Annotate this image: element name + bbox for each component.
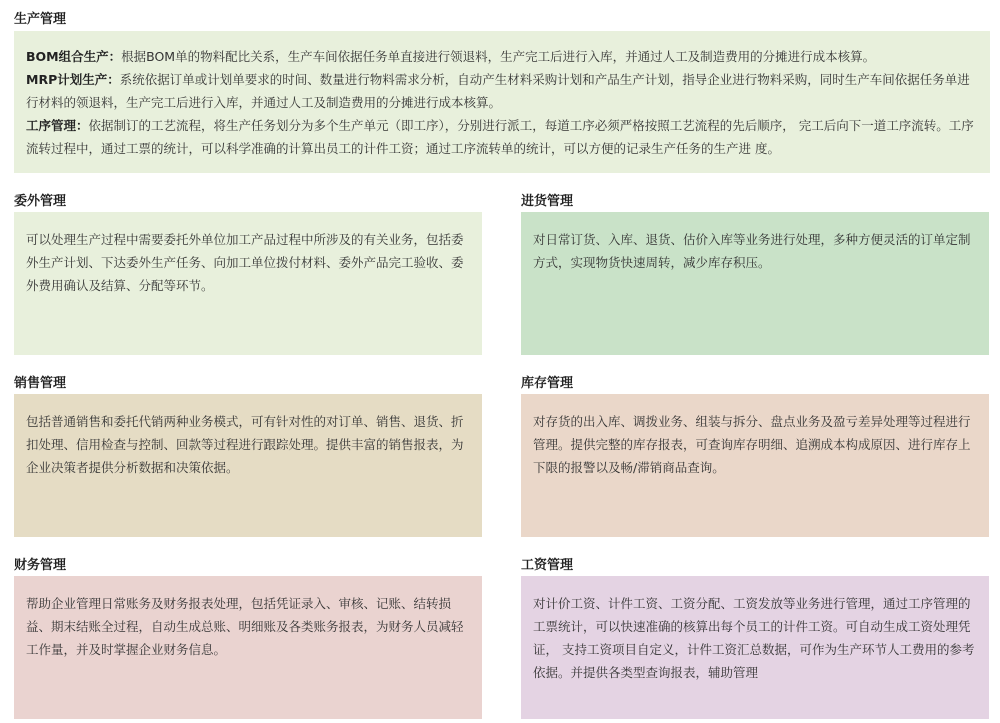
payroll-panel xyxy=(521,576,989,719)
process-text: 依据制订的工艺流程，将生产任务划分为多个生产单元（即工序），分别进行派工，每道工序必须严格按照工艺流程的先后顺序， 完工后向下一道工序流转。工序流转过程中，通过工票的统计，可以科学准确的计算出员工的计件工资；通过工序流转单的统计，可以方便的记录生产任务的生产进 度。 xyxy=(26,118,974,156)
process-label: 工序管理： xyxy=(26,118,89,133)
production-item-process xyxy=(26,114,978,160)
production-item-mrp xyxy=(26,68,978,114)
mrp-text: 系统依据订单或计划单要求的时间、数量进行物料需求分析，自动产生材料采购计划和产品生产计划，指导企业进行物料采购，同时生产车间依据任务单进行材料的领退料，生产完工后进行入库，并通过人工及制造费用的分摊进行成本核算。 xyxy=(26,72,970,110)
sales-title: 销售管理 xyxy=(14,376,67,391)
inventory-title: 库存管理 xyxy=(521,376,574,391)
production-item-bom xyxy=(26,45,978,68)
mrp-label: MRP计划生产： xyxy=(26,72,120,87)
production-panel xyxy=(14,31,990,173)
production-title: 生产管理 xyxy=(14,12,67,27)
bom-text: 根据BOM单的物料配比关系，生产车间依据任务单直接进行领退料，生产完工后进行入库，并通过人工及制造费用的分摊进行成本核算。 xyxy=(121,49,876,64)
sales-text: 包括普通销售和委托代销两种业务模式，可有针对性的对订单、销售、退货、折扣处理、信用检查与控制、回款等过程进行跟踪处理。提供丰富的销售报表，为企业决策者提供分析数据和决策依据。 xyxy=(26,414,464,475)
purchasing-title: 进货管理 xyxy=(521,194,574,209)
payroll-title: 工资管理 xyxy=(521,558,574,573)
bom-label: BOM组合生产： xyxy=(26,49,122,64)
finance-text: 帮助企业管理日常账务及财务报表处理，包括凭证录入、审核、记账、结转损益、期末结账全过程，自动生成总账、明细账及各类账务报表，为财务人员减轻工作量，并及时掌握企业财务信息。 xyxy=(26,596,464,657)
outsourcing-text: 可以处理生产过程中需要委托外单位加工产品过程中所涉及的有关业务，包括委外生产计划、下达委外生产任务、向加工单位拨付材料、委外产品完工验收、委外费用确认及结算、分配等环节。 xyxy=(26,232,464,293)
purchasing-text: 对日常订货、入库、退货、估价入库等业务进行处理，多种方便灵活的订单定制方式，实现物货快速周转，减少库存积压。 xyxy=(533,232,971,270)
outsourcing-title: 委外管理 xyxy=(14,194,67,209)
purchasing-panel xyxy=(521,212,989,355)
inventory-text: 对存货的出入库、调拨业务、组装与拆分、盘点业务及盈亏差异处理等过程进行管理。提供完整的库存报表，可查询库存明细、追溯成本构成原因、进行库存上下限的报警以及畅/滞销商品查询。 xyxy=(533,414,971,475)
inventory-panel xyxy=(521,394,989,537)
payroll-text: 对计价工资、计件工资、工资分配、工资发放等业务进行管理，通过工序管理的工票统计，可以快速准确的核算出每个员工的计件工资。可自动生成工资处理凭证， 支持工资项目自定义，计件工资汇总数据，可作为生产环节人工费用的参考依据。并提供各类型查询报表，辅助管理 xyxy=(533,596,975,680)
finance-panel xyxy=(14,576,482,719)
outsourcing-panel xyxy=(14,212,482,355)
sales-panel xyxy=(14,394,482,537)
finance-title: 财务管理 xyxy=(14,558,67,573)
